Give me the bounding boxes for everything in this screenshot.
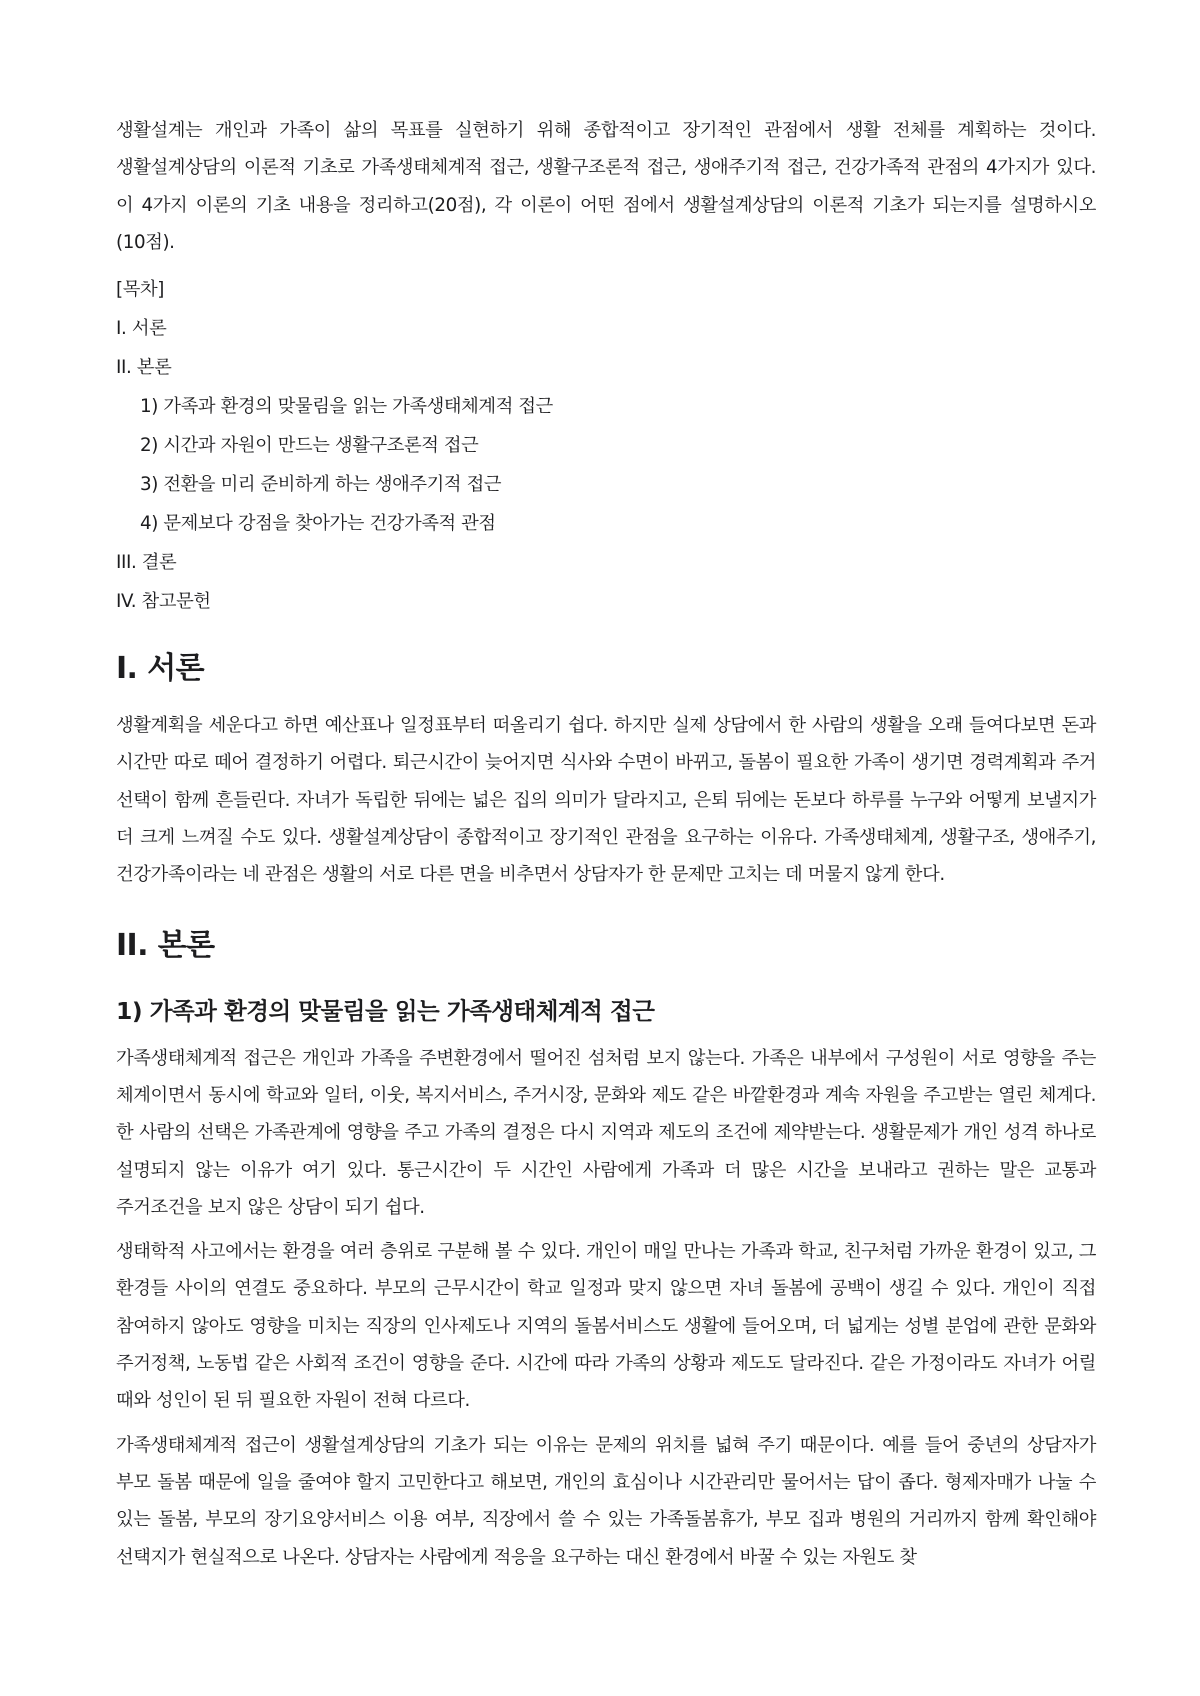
toc-subitem: 2) 시간과 자원이 만드는 생활구조론적 접근: [140, 435, 479, 457]
document-page: [116, 112, 1096, 1583]
body-paragraph: 가족생태체계적 접근이 생활설계상담의 기초가 되는 이유는 문제의 위치를 넓혀 주기 때문이다. 예를 들어 중년의 상담자가 부모 돌봄 때문에 일을 줄여야 할지 고민한다고 해보면, 개인의 효심이나 시간관리만 물어서는 답이 좁다. 형제자매가 나눌 수 있는 돌봄, 부모의 장기요양서비스 이용 여부, 직장에서 쓸 수 있는 가족돌봄휴가, 부모 집과 병원의 거리까지 함께 확인해야 선택지가 현실적으로 나온다. 상담자는 사람에게 적응을 요구하는 대신 환경에서 바꿀 수 있는 자원도 찾: [116, 1434, 1096, 1568]
toc-label: [목차]: [116, 279, 164, 301]
toc-subitem: 3) 전환을 미리 준비하게 하는 생애주기적 접근: [140, 474, 502, 496]
toc-subitem: 4) 문제보다 강점을 찾아가는 건강가족적 관점: [140, 513, 496, 535]
section-heading-body: II. 본론: [116, 927, 215, 963]
toc-subitem: 1) 가족과 환경의 맞물림을 읽는 가족생태체계적 접근: [140, 396, 553, 418]
toc-item: I. 서론: [116, 318, 167, 340]
toc-item: III. 결론: [116, 552, 177, 574]
toc-item: IV. 참고문헌: [116, 591, 211, 613]
section-heading-introduction: I. 서론: [116, 651, 204, 687]
introduction-paragraph: 생활계획을 세운다고 하면 예산표나 일정표부터 떠올리기 쉽다. 하지만 실제 상담에서 한 사람의 생활을 오래 들여다보면 돈과 시간만 따로 떼어 결정하기 어렵다. 퇴근시간이 늦어지면 식사와 수면이 바뀌고, 돌봄이 필요한 가족이 생기면 경력계획과 주거 선택이 함께 흔들린다. 자녀가 독립한 뒤에는 넓은 집의 의미가 달라지고, 은퇴 뒤에는 돈보다 하루를 누구와 어떻게 보낼지가 더 크게 느껴질 수도 있다. 생활설계상담이 종합적이고 장기적인 관점을 요구하는 이유다. 가족생태체계, 생활구조, 생애주기, 건강가족이라는 네 관점은 생활의 서로 다른 면을 비추면서 상담자가 한 문제만 고치는 데 머물지 않게 한다.: [116, 715, 1096, 886]
subsection-heading: 1) 가족과 환경의 맞물림을 읽는 가족생태체계적 접근: [116, 996, 655, 1025]
body-paragraph: 생태학적 사고에서는 환경을 여러 층위로 구분해 볼 수 있다. 개인이 매일 만나는 가족과 학교, 친구처럼 가까운 환경이 있고, 그 환경들 사이의 연결도 중요하다. 부모의 근무시간이 학교 일정과 맞지 않으면 자녀 돌봄에 공백이 생길 수 있다. 개인이 직접 참여하지 않아도 영향을 미치는 직장의 인사제도나 지역의 돌봄서비스도 생활에 들어오며, 더 넓게는 성별 분업에 관한 문화와 주거정책, 노동법 같은 사회적 조건이 영향을 준다. 시간에 따라 가족의 상황과 제도도 달라진다. 같은 가정이라도 자녀가 어릴 때와 성인이 된 뒤 필요한 자원이 전혀 다르다.: [116, 1241, 1096, 1412]
table-of-contents: [116, 270, 1096, 621]
toc-item: II. 본론: [116, 357, 172, 379]
body-paragraph: 가족생태체계적 접근은 개인과 가족을 주변환경에서 떨어진 섬처럼 보지 않는다. 가족은 내부에서 구성원이 서로 영향을 주는 체계이면서 동시에 학교와 일터, 이웃, 복지서비스, 주거시장, 문화와 제도 같은 바깥환경과 계속 자원을 주고받는 열린 체계다. 한 사람의 선택은 가족관계에 영향을 주고 가족의 결정은 다시 지역과 제도의 조건에 제약받는다. 생활문제가 개인 성격 하나로 설명되지 않는 이유가 여기 있다. 통근시간이 두 시간인 사람에게 가족과 더 많은 시간을 보내라고 권하는 말은 교통과 주거조건을 보지 않은 상담이 되기 쉽다.: [116, 1047, 1096, 1218]
assignment-prompt: 생활설계는 개인과 가족이 삶의 목표를 실현하기 위해 종합적이고 장기적인 관점에서 생활 전체를 계획하는 것이다. 생활설계상담의 이론적 기초로 가족생태체계적 접근, 생활구조론적 접근, 생애주기적 접근, 건강가족적 관점의 4가지가 있다. 이 4가지 이론의 기초 내용을 정리하고(20점), 각 이론이 어떤 점에서 생활설계상담의 이론적 기초가 되는지를 설명하시오(10점).: [116, 120, 1096, 253]
